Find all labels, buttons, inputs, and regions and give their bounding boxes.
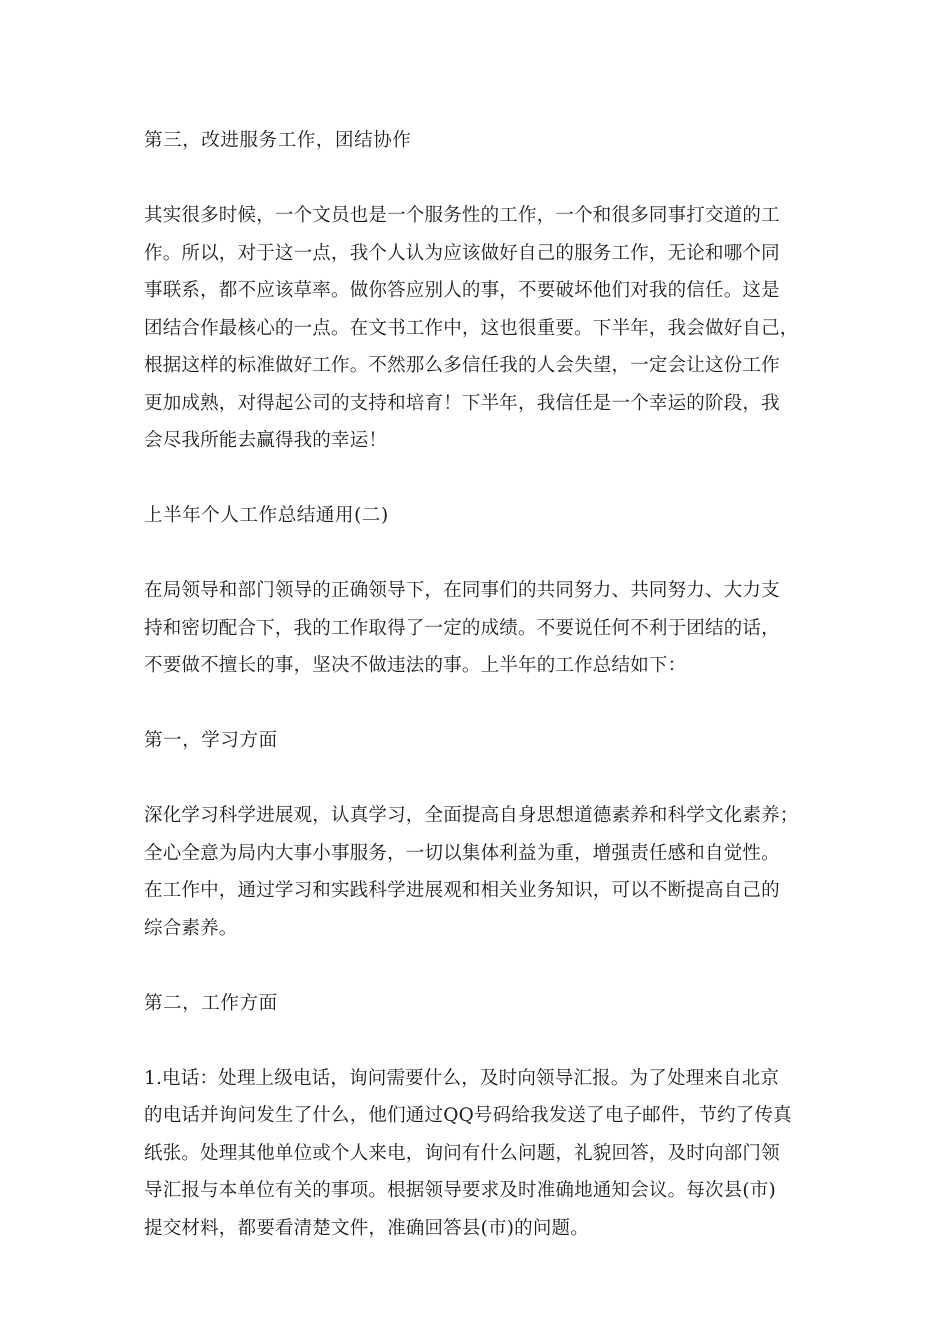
text-line: 团结合作最核心的一点。在文书工作中，这也很重要。下半年，我会做好自己，: [144, 317, 799, 339]
text-line: 纸张。处理其他单位或个人来电，询问有什么问题，礼貌回答，及时向部门领: [144, 1142, 780, 1164]
text-line: 事联系，都不应该草率。做你答应别人的事，不要破坏他们对我的信任。这是: [144, 280, 780, 301]
text-line: 全心全意为局内大事小事服务，一切以集体利益为重，增强责任感和自觉性。: [144, 842, 780, 864]
document-body: [144, 122, 808, 1247]
text-line: 上半年个人工作总结通用(二): [144, 505, 389, 526]
text-line: 持和密切配合下，我的工作取得了一定的成绩。不要说任何不利于团结的话，: [144, 617, 780, 639]
section-heading-work: [144, 985, 808, 1023]
text-line: 作。所以，对于这一点，我个人认为应该做好自己的服务工作，无论和哪个同: [144, 242, 780, 264]
text-line: 综合素养。: [144, 917, 238, 939]
text-line: 在工作中，通过学习和实践科学进展观和相关业务知识，可以不断提高自己的: [144, 880, 780, 901]
text-line: 1.电话：处理上级电话，询问需要什么，及时向领导汇报。为了处理来自北京: [144, 1067, 780, 1089]
text-line: 其实很多时候，一个文员也是一个服务性的工作，一个和很多同事打交道的工: [144, 205, 780, 226]
section-heading-service: [144, 122, 808, 160]
text-line: 第三，改进服务工作，团结协作: [144, 130, 412, 151]
text-line: 第二，工作方面: [144, 992, 278, 1014]
text-line: 在局领导和部门领导的正确领导下，在同事们的共同努力、共同努力、大力支: [144, 580, 780, 601]
paragraph-service: [144, 197, 808, 460]
text-line: 更加成熟，对得起公司的支持和培育！下半年，我信任是一个幸运的阶段，我: [144, 392, 780, 414]
text-line: 不要做不擅长的事，坚决不做违法的事。上半年的工作总结如下：: [144, 655, 687, 676]
text-line: 导汇报与本单位有关的事项。根据领导要求及时准确地通知会议。每次县(市): [144, 1180, 776, 1201]
text-line: 根据这样的标准做好工作。不然那么多信任我的人会失望，一定会让这份工作: [144, 355, 780, 376]
paragraph-study: [144, 797, 808, 947]
text-line: 提交材料，都要看清楚文件，准确回答县(市)的问题。: [144, 1217, 589, 1239]
text-line: 的电话并询问发生了什么，他们通过QQ号码给我发送了电子邮件，节约了传真: [144, 1105, 792, 1126]
paragraph-intro: [144, 572, 808, 685]
text-line: 第一，学习方面: [144, 730, 278, 751]
text-line: 会尽我所能去赢得我的幸运！: [144, 430, 388, 451]
document-subtitle: [144, 497, 808, 535]
text-line: 深化学习科学进展观，认真学习，全面提高自身思想道德素养和科学文化素养；: [144, 805, 799, 826]
paragraph-phone: [144, 1060, 808, 1248]
section-heading-study: [144, 722, 808, 760]
